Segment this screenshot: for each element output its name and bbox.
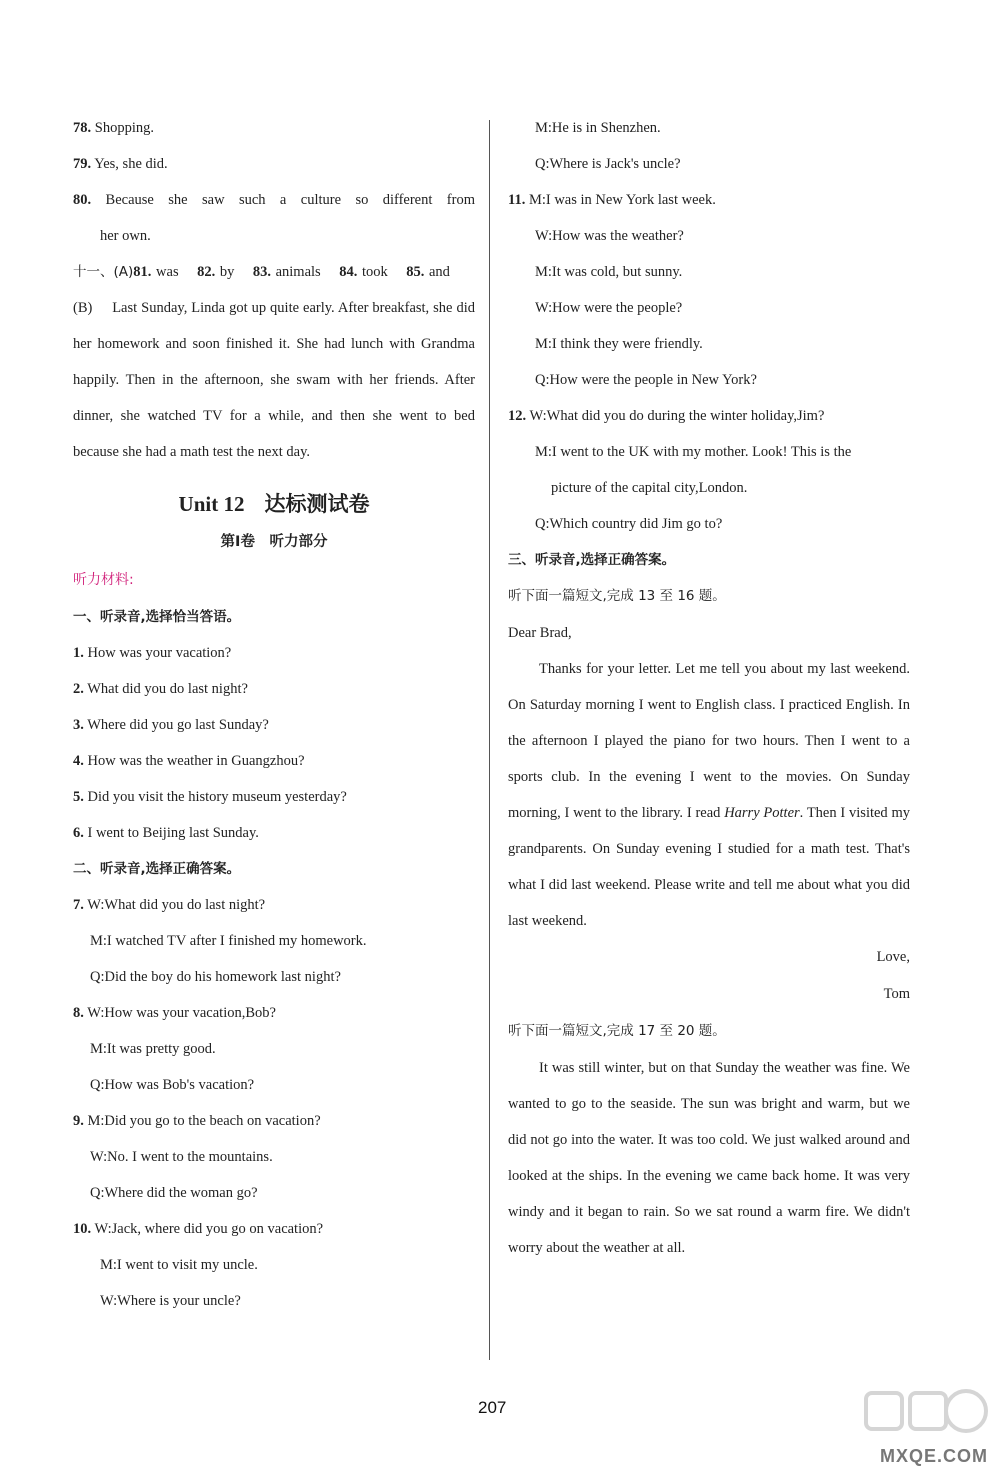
item-12: 12. W:What did you do during the winter holiday,Jim?: [508, 408, 825, 424]
answer-80-cont: her own.: [100, 228, 151, 244]
letter-body: Thanks for your letter. Let me tell you about my last weekend. On Saturday morning I went to English class. I practiced English. In the afternoon I played the piano for two hours. Then I went to a sports club. In the evening I went to the movies. On Sunday morning, I went to the library. I read Harry Potter. Then I visited my grandparents. On Sunday evening I studied for a math test. That's what I did last weekend. Please write and tell me about what you did last weekend.: [508, 661, 910, 929]
item-6: 6. I went to Beijing last Sunday.: [73, 825, 259, 841]
passage-2-intro: 听下面一篇短文,完成 17 至 20 题。: [508, 1023, 726, 1039]
item-10: 10. W:Jack, where did you go on vacation?: [73, 1221, 324, 1237]
item-12-line-4: Q:Which country did Jim go to?: [535, 516, 723, 532]
item-7-line-2: M:I watched TV after I finished my homework.: [90, 933, 367, 949]
item-3: 3. Where did you go last Sunday?: [73, 717, 269, 733]
section-3-title: 三、听录音,选择正确答案。: [508, 552, 676, 568]
item-1: 1. How was your vacation?: [73, 645, 232, 661]
item-10-line-4: M:He is in Shenzhen.: [535, 120, 661, 136]
item-9-line-2: W:No. I went to the mountains.: [90, 1149, 273, 1165]
item-10-line-3: W:Where is your uncle?: [100, 1293, 241, 1309]
item-10-line-5: Q:Where is Jack's uncle?: [535, 156, 681, 172]
item-12-line-3: picture of the capital city,London.: [551, 480, 748, 496]
left-column: [73, 110, 475, 1319]
item-5: 5. Did you visit the history museum yesterday?: [73, 789, 347, 805]
item-7-line-3: Q:Did the boy do his homework last night?: [90, 969, 341, 985]
column-divider: [489, 120, 490, 1360]
unit-title: Unit 12 达标测试卷: [178, 492, 370, 516]
item-7: 7. W:What did you do last night?: [73, 897, 266, 913]
letter-signature: Tom: [883, 986, 910, 1002]
item-11-line-2: W:How was the weather?: [535, 228, 684, 244]
item-11-line-4: W:How were the people?: [535, 300, 683, 316]
part-b-writing: (B) Last Sunday, Linda got up quite early. After breakfast, she did her homework and soon finished it. She had lunch with Grandma happily. Then in the afternoon, she swam with her friends. After dinner, she watched TV for a while, and then she went to bed because she had a math test the next day.: [73, 300, 475, 460]
section-11-answers: 十一、(A)81. was 82. by 83. animals 84. took 85. and: [73, 264, 450, 280]
item-12-line-2: M:I went to the UK with my mother. Look! This is the: [535, 444, 852, 460]
item-9-line-3: Q:Where did the woman go?: [90, 1185, 258, 1201]
answer-80: 80. Because she saw such a culture so different from: [73, 192, 475, 208]
section-1-title: 一、听录音,选择恰当答语。: [73, 609, 241, 625]
item-2: 2. What did you do last night?: [73, 681, 248, 697]
answer-78: 78. Shopping.: [73, 120, 154, 136]
item-8-line-2: M:It was pretty good.: [90, 1041, 216, 1057]
answer-79: 79. Yes, she did.: [73, 156, 168, 172]
letter-salutation: Dear Brad,: [508, 625, 572, 641]
item-9: 9. M:Did you go to the beach on vacation?: [73, 1113, 321, 1129]
item-11: 11. M:I was in New York last week.: [508, 192, 716, 208]
page-number: 207: [478, 1398, 507, 1417]
item-11-line-5: M:I think they were friendly.: [535, 336, 703, 352]
item-11-line-6: Q:How were the people in New York?: [535, 372, 757, 388]
watermark-text: MXQE.COM: [879, 1446, 988, 1466]
part-title: 第Ⅰ卷 听力部分: [220, 534, 328, 550]
item-11-line-3: M:It was cold, but sunny.: [535, 264, 683, 280]
item-8: 8. W:How was your vacation,Bob?: [73, 1005, 276, 1021]
book-title: Harry Potter: [724, 805, 800, 821]
passage-2-body: It was still winter, but on that Sunday the weather was fine. We wanted to go to the seaside. The sun was bright and warm, but we did not go into the water. It was too cold. We just walked around and looked at the ships. In the evening we came back home. It was very windy and it began to rain. So we sat round a warm fire. We didn't worry about the weather at all.: [508, 1060, 910, 1256]
materials-label: 听力材料:: [73, 572, 134, 588]
right-column: [508, 110, 910, 1266]
letter-closing: Love,: [876, 949, 910, 965]
passage-1-intro: 听下面一篇短文,完成 13 至 16 题。: [508, 588, 726, 604]
item-4: 4. How was the weather in Guangzhou?: [73, 753, 305, 769]
item-8-line-3: Q:How was Bob's vacation?: [90, 1077, 255, 1093]
item-10-line-2: M:I went to visit my uncle.: [100, 1257, 258, 1273]
section-2-title: 二、听录音,选择正确答案。: [73, 861, 241, 877]
